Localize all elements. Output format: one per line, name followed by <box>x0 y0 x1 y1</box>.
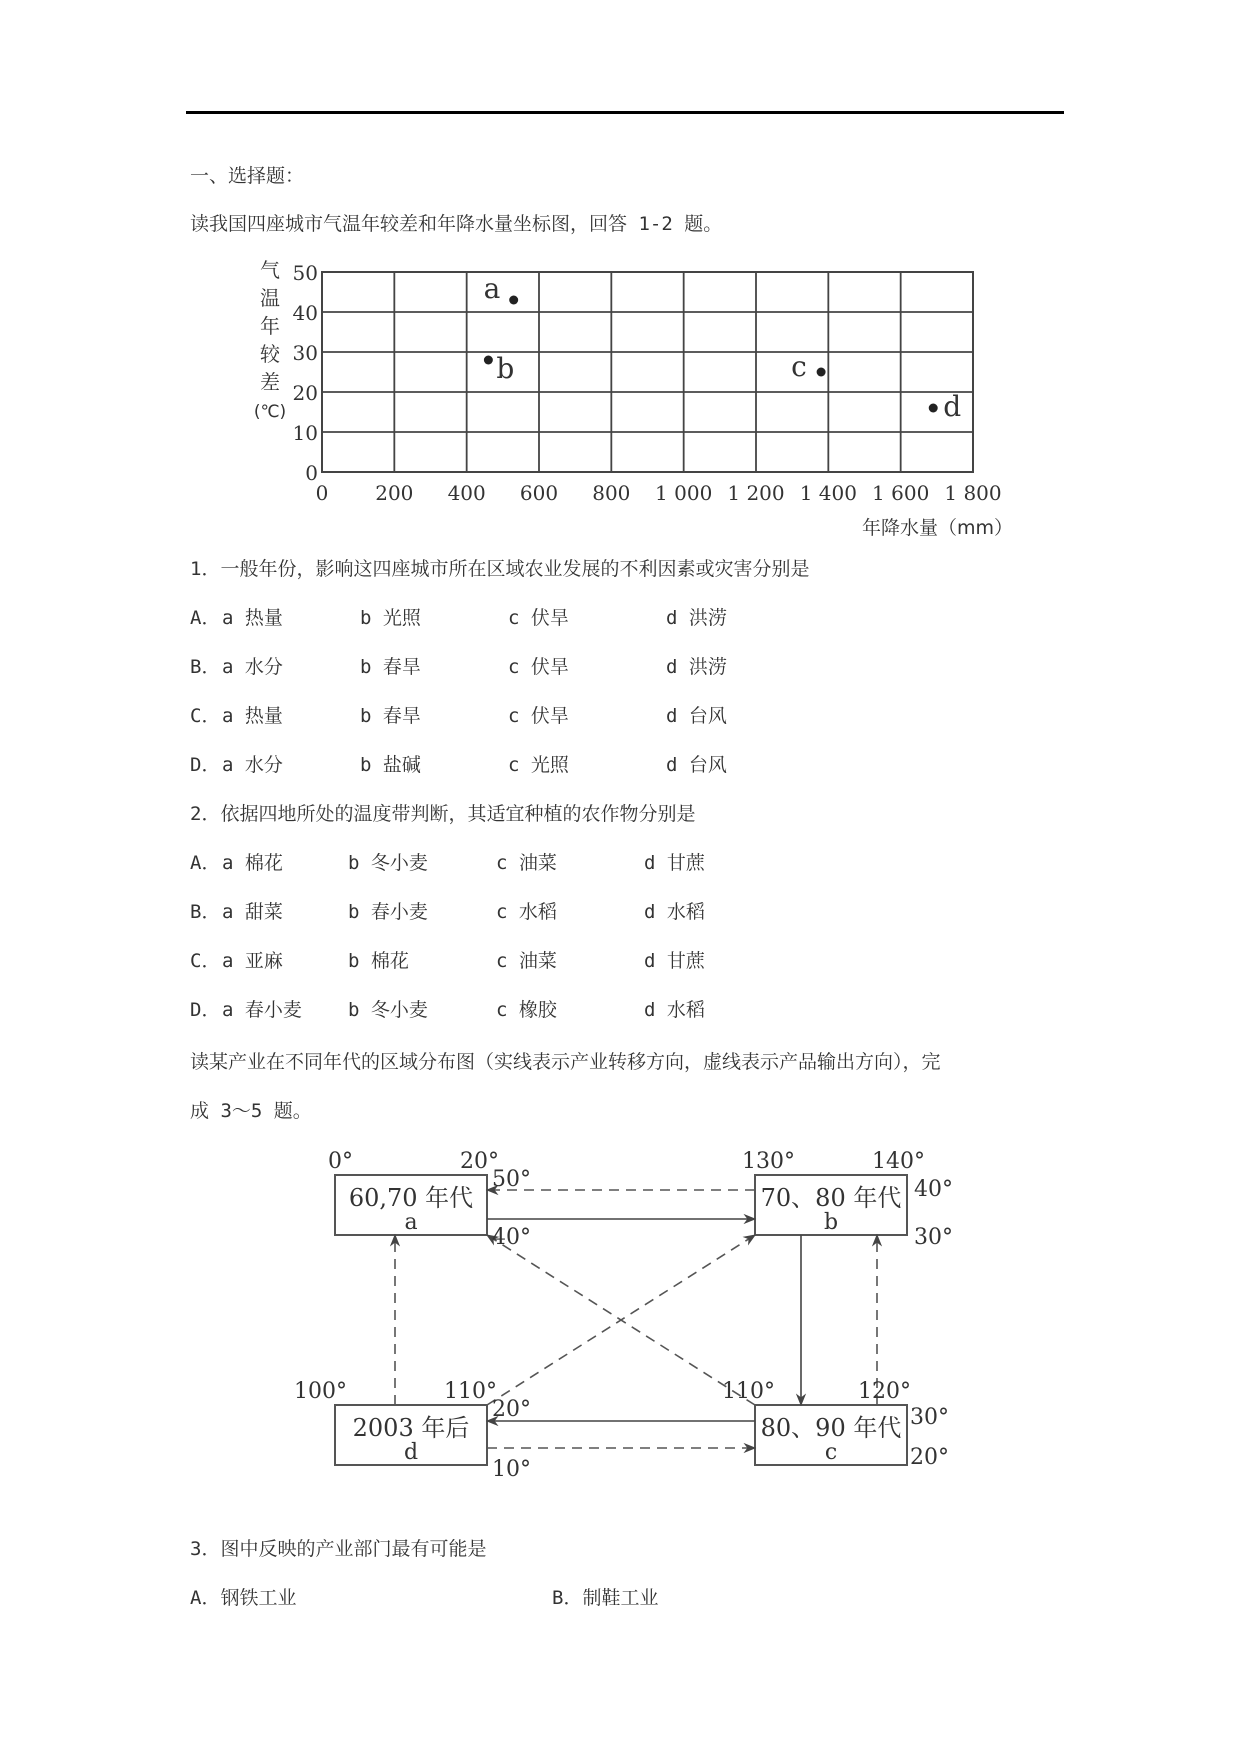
box-d-title: 2003 年后 <box>352 1414 470 1442</box>
box-b-title: 70、80 年代 <box>760 1184 902 1212</box>
data-point-d <box>929 404 938 413</box>
q1-option-b[interactable] <box>190 655 990 679</box>
y-tick-label: 50 <box>292 261 318 285</box>
x-tick-label: 400 <box>447 481 486 505</box>
option-part-c: c 伏旱 <box>508 656 569 678</box>
option-part-b: b 春小麦 <box>348 901 428 923</box>
y-axis-label-char: 气 <box>260 258 280 282</box>
box-c-letter: c <box>824 1440 838 1465</box>
label-d-right: 110° <box>444 1379 497 1404</box>
q2-option-d[interactable] <box>190 998 990 1022</box>
option-part-b: b 春旱 <box>360 705 421 727</box>
data-points <box>484 272 962 423</box>
x-axis-label: 年降水量（mm） <box>861 517 1013 539</box>
q1-stem: 1．一般年份，影响这四座城市所在区域农业发展的不利因素或灾害分别是 <box>190 558 810 580</box>
label-a-right: 20° <box>460 1149 499 1174</box>
section-title: 一、选择题： <box>190 165 305 187</box>
label-d-upper-lat: 20° <box>492 1397 531 1422</box>
box-c-title: 80、90 年代 <box>760 1414 902 1442</box>
option-part-d: d 水稻 <box>644 901 705 923</box>
data-point-a <box>509 296 518 305</box>
label-a-upper-lat: 50° <box>492 1167 531 1192</box>
option-part-a: a 亚麻 <box>222 950 283 972</box>
x-tick-label: 1 600 <box>872 481 930 505</box>
option-part-key: D． <box>190 754 221 776</box>
option-part-a: a 热量 <box>222 705 283 727</box>
option-part-key: A． <box>190 852 221 874</box>
x-tick-label: 1 200 <box>727 481 785 505</box>
q3-stem: 3．图中反映的产业部门最有可能是 <box>190 1538 487 1560</box>
option-part-b: b 冬小麦 <box>348 999 428 1021</box>
y-axis-label-char: 年 <box>260 314 280 338</box>
box-a-letter: a <box>404 1210 418 1235</box>
option-part-a: a 热量 <box>222 607 283 629</box>
q2-option-c[interactable] <box>190 949 990 973</box>
option-part-a: a 甜菜 <box>222 901 283 923</box>
label-c-right: 120° <box>858 1379 911 1404</box>
box-d-letter: d <box>403 1440 419 1465</box>
label-c-upper-lat: 30° <box>910 1405 949 1430</box>
option-part-b: b 春旱 <box>360 656 421 678</box>
label-c-lower-lat: 20° <box>910 1445 949 1470</box>
y-tick-label: 40 <box>292 301 318 325</box>
label-b-left: 130° <box>742 1149 795 1174</box>
point-label-b: b <box>496 352 515 385</box>
intro-q3-5-line1: 读某产业在不同年代的区域分布图（实线表示产业转移方向，虚线表示产品输出方向），完 <box>190 1051 941 1073</box>
option-part-d: d 台风 <box>666 705 727 727</box>
option-part-c: c 油菜 <box>496 950 557 972</box>
box-b <box>755 1175 907 1235</box>
x-tick-label: 0 <box>315 481 329 505</box>
option-part-key: C． <box>190 705 221 727</box>
y-tick-label: 10 <box>292 421 318 445</box>
option-part-a: a 春小麦 <box>222 999 302 1021</box>
option-part-c: c 水稻 <box>496 901 557 923</box>
q1-option-a[interactable] <box>190 606 990 630</box>
x-tick-label: 1 400 <box>799 481 857 505</box>
option-part-b: b 光照 <box>360 607 421 629</box>
y-tick-label: 0 <box>305 461 318 485</box>
option-part-d: d 洪涝 <box>666 656 727 678</box>
option-part-key: D． <box>190 999 221 1021</box>
option-part-c: c 油菜 <box>496 852 557 874</box>
option-part-key: B． <box>190 656 221 678</box>
y-tick-label: 30 <box>292 341 318 365</box>
x-tick-labels <box>316 481 1002 505</box>
option-part-c: c 光照 <box>508 754 569 776</box>
point-label-d: d <box>943 390 962 423</box>
q1-option-c[interactable] <box>190 704 990 728</box>
option-part-b: b 冬小麦 <box>348 852 428 874</box>
x-tick-label: 800 <box>592 481 631 505</box>
option-part-a: a 棉花 <box>222 852 283 874</box>
label-b-upper-lat: 40° <box>914 1177 953 1202</box>
option-part-key: A． <box>190 607 221 629</box>
label-d-left: 100° <box>294 1379 347 1404</box>
industry-transfer-diagram <box>294 1140 990 1490</box>
option-part-c: c 橡胶 <box>496 999 557 1021</box>
label-a-lower-lat: 40° <box>492 1225 531 1250</box>
point-label-a: a <box>483 272 501 305</box>
x-tick-label: 1 800 <box>944 481 1002 505</box>
y-axis-label-char: (℃) <box>253 402 287 422</box>
chart-grid <box>322 272 973 472</box>
y-axis-label-char: 差 <box>260 370 280 394</box>
dashed-arrow-c-to-a <box>487 1235 755 1405</box>
q3-option-a[interactable]: A．钢铁工业 <box>190 1587 297 1609</box>
scatter-chart <box>230 255 1013 540</box>
option-part-c: c 伏旱 <box>508 607 569 629</box>
label-b-right: 140° <box>872 1149 925 1174</box>
q2-option-b[interactable] <box>190 900 990 924</box>
option-part-d: d 甘蔗 <box>644 950 705 972</box>
option-part-key: B． <box>190 901 221 923</box>
intro-q1-2: 读我国四座城市气温年较差和年降水量坐标图，回答 1-2 题。 <box>190 213 723 235</box>
y-axis-label <box>254 258 286 422</box>
data-point-b <box>484 356 493 365</box>
option-part-c: c 伏旱 <box>508 705 569 727</box>
option-part-b: b 盐碱 <box>360 754 421 776</box>
label-d-lower-lat: 10° <box>492 1457 531 1482</box>
y-axis-label-char: 温 <box>260 286 280 310</box>
option-part-d: d 洪涝 <box>666 607 727 629</box>
option-part-a: a 水分 <box>222 656 283 678</box>
q2-option-a[interactable] <box>190 851 990 875</box>
x-tick-label: 1 000 <box>655 481 713 505</box>
x-tick-label: 200 <box>375 481 414 505</box>
q3-option-b[interactable]: B．制鞋工业 <box>552 1587 659 1609</box>
y-tick-labels <box>293 261 318 485</box>
intro-q3-5-line2: 成 3～5 题。 <box>190 1100 312 1122</box>
label-c-left: 110° <box>722 1379 775 1404</box>
option-part-key: C． <box>190 950 221 972</box>
box-a <box>335 1175 487 1235</box>
data-point-c <box>817 368 826 377</box>
option-part-d: d 台风 <box>666 754 727 776</box>
option-part-b: b 棉花 <box>348 950 409 972</box>
q1-option-d[interactable] <box>190 753 990 777</box>
plot-border <box>322 272 973 472</box>
option-part-d: d 水稻 <box>644 999 705 1021</box>
box-c <box>755 1405 907 1465</box>
box-d <box>335 1405 487 1465</box>
box-b-letter: b <box>823 1210 839 1235</box>
box-a-title: 60,70 年代 <box>348 1184 474 1212</box>
x-tick-label: 600 <box>519 481 559 505</box>
q3-options <box>190 1586 990 1610</box>
label-a-left: 0° <box>328 1149 353 1174</box>
header-rule <box>186 111 1064 114</box>
y-tick-label: 20 <box>292 381 318 405</box>
label-b-lower-lat: 30° <box>914 1225 953 1250</box>
point-label-c: c <box>791 350 807 383</box>
y-axis-label-char: 较 <box>260 342 280 366</box>
q2-stem: 2．依据四地所处的温度带判断，其适宜种植的农作物分别是 <box>190 803 696 825</box>
option-part-d: d 甘蔗 <box>644 852 705 874</box>
option-part-a: a 水分 <box>222 754 283 776</box>
